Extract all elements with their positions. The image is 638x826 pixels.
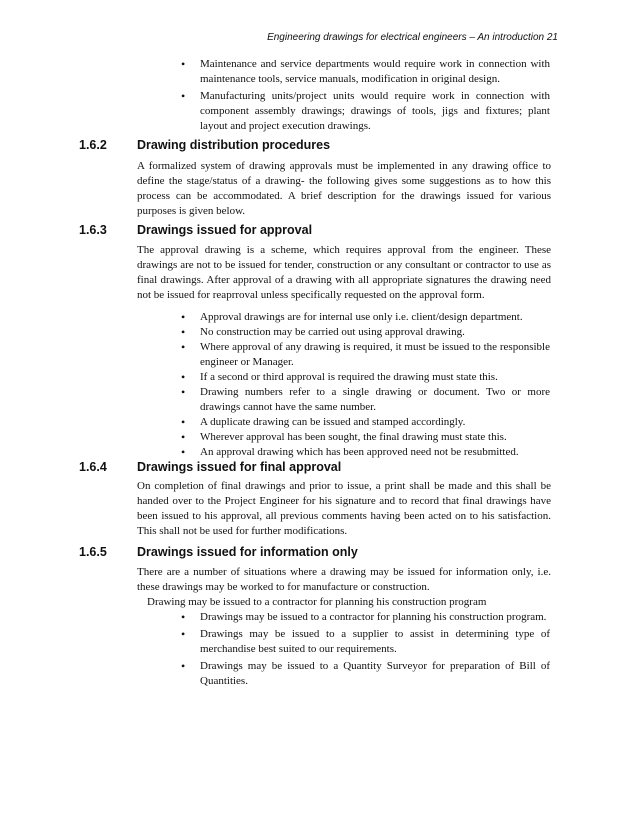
list-item bbox=[177, 385, 550, 415]
bullet-icon: • bbox=[181, 310, 186, 324]
list-item bbox=[177, 659, 550, 689]
list-item bbox=[177, 610, 550, 625]
section-number: 1.6.4 bbox=[79, 460, 107, 474]
bullet-text: Drawings may be issued to a Quantity Surveyor for preparation of Bill of Quantities. bbox=[200, 660, 550, 687]
list-item bbox=[177, 627, 550, 657]
section-paragraph: The approval drawing is a scheme, which requires approval from the engineer. These drawings are not to be issued for tender, construction or any consultant or contractor to use as final drawings. After approval of a drawing with all appropriate signatures the drawing need not be issued for reaprroval unless specifically requested on the approval form. bbox=[137, 244, 551, 301]
list-item bbox=[177, 445, 550, 460]
section-number: 1.6.5 bbox=[79, 545, 107, 559]
bullet-text: Drawing numbers refer to a single drawing or document. Two or more drawings cannot have the same number. bbox=[200, 386, 550, 413]
bullet-icon: • bbox=[181, 57, 186, 71]
section-number: 1.6.3 bbox=[79, 223, 107, 237]
list-item bbox=[177, 415, 550, 430]
intro-bullet-list bbox=[177, 57, 550, 134]
section-paragraph: On completion of final drawings and prior to issue, a print shall be made and this shall be handed over to the Project Engineer for his signature and to record that final drawings have been issued to his approval, all previous comments having been acted on to his satisfaction. This shall not be used for further modifications. bbox=[137, 480, 551, 537]
bullet-text: A duplicate drawing can be issued and stamped accordingly. bbox=[200, 416, 466, 428]
section-paragraph: A formalized system of drawing approvals must be implemented in any drawing office to define the stage/status of a drawing- the following gives some suggestions as to how this process can be accommodated. A brief description for the drawings issued for various purposes is given below. bbox=[137, 160, 551, 217]
bullet-icon: • bbox=[181, 370, 186, 384]
list-item bbox=[177, 430, 550, 445]
bullet-icon: • bbox=[181, 340, 186, 354]
bullet-text: Maintenance and service departments would require work in connection with maintenance tools, service manuals, modification in original design. bbox=[200, 58, 550, 85]
bullet-text: Approval drawings are for internal use only i.e. client/design department. bbox=[200, 311, 523, 323]
bullet-icon: • bbox=[181, 445, 186, 459]
bullet-text: No construction may be carried out using approval drawing. bbox=[200, 326, 465, 338]
bullet-icon: • bbox=[181, 659, 186, 673]
section-paragraph: There are a number of situations where a drawing may be issued for information only, i.e. these drawings may be worked to for manufacture or construction. bbox=[137, 566, 551, 593]
bullet-text: If a second or third approval is required the drawing must state this. bbox=[200, 371, 498, 383]
bullet-icon: • bbox=[181, 415, 186, 429]
bullet-icon: • bbox=[181, 627, 186, 641]
bullet-text: Wherever approval has been sought, the final drawing must state this. bbox=[200, 431, 507, 443]
list-item bbox=[177, 340, 550, 370]
bullet-icon: • bbox=[181, 430, 186, 444]
bullet-text: An approval drawing which has been approved need not be resubmitted. bbox=[200, 446, 519, 458]
information-bullet-list bbox=[177, 610, 550, 689]
bullet-icon: • bbox=[181, 385, 186, 399]
bullet-text: Drawings may be issued to a contractor for planning his construction program. bbox=[200, 611, 547, 623]
section-title: Drawing distribution procedures bbox=[137, 138, 331, 152]
list-item bbox=[177, 370, 550, 385]
list-item bbox=[177, 310, 550, 325]
list-item bbox=[177, 89, 550, 134]
section-lead-line: Drawing may be issued to a contractor for planning his construction program bbox=[147, 596, 487, 608]
section-number: 1.6.2 bbox=[79, 138, 107, 152]
bullet-text: Manufacturing units/project units would require work in connection with component assembly drawings; drawings of tools, jigs and fixtures; plant layout and project execution drawings. bbox=[200, 90, 550, 132]
bullet-icon: • bbox=[181, 610, 186, 624]
bullet-text: Drawings may be issued to a supplier to assist in determining type of merchandise best suited to our requirements. bbox=[200, 628, 550, 655]
list-item bbox=[177, 325, 550, 340]
list-item bbox=[177, 57, 550, 87]
section-title: Drawings issued for information only bbox=[137, 545, 358, 559]
bullet-icon: • bbox=[181, 325, 186, 339]
bullet-icon: • bbox=[181, 89, 186, 103]
running-header: Engineering drawings for electrical engineers – An introduction 21 bbox=[267, 32, 558, 43]
approval-bullet-list bbox=[177, 310, 550, 460]
bullet-text: Where approval of any drawing is required, it must be issued to the responsible engineer or Manager. bbox=[200, 341, 550, 368]
section-title: Drawings issued for final approval bbox=[137, 460, 342, 474]
section-title: Drawings issued for approval bbox=[137, 223, 313, 237]
